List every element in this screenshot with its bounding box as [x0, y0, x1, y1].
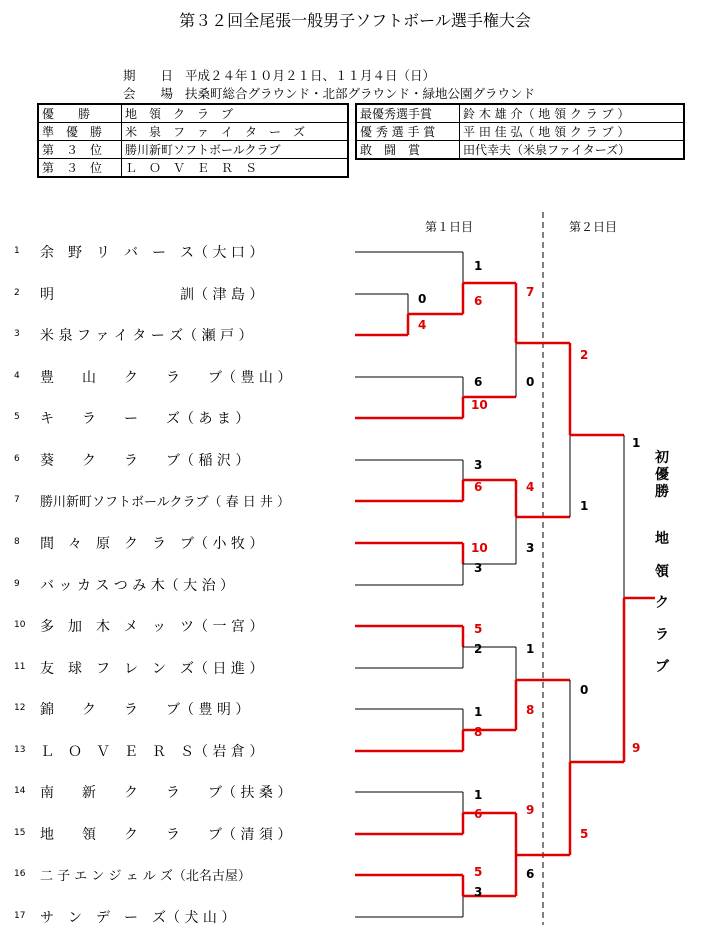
champion-char: ラ — [655, 627, 669, 643]
result-value: 勝川新町ソフトボールクラブ — [122, 141, 349, 159]
score: 1 — [632, 436, 641, 450]
score: 8 — [526, 703, 535, 717]
team-name: 葵 ク ラ ブ（ 稲 沢 ） — [40, 453, 250, 469]
champion-char: 領 — [655, 564, 669, 580]
team-name: 南 新 ク ラ ブ（ 扶 桑 ） — [40, 785, 292, 801]
award-value: 鈴 木 雄 介（ 地 領 ク ラ ブ ） — [460, 104, 685, 123]
seed-number: 3 — [14, 329, 20, 339]
result-value: 米 泉 フ ァ イ タ ー ズ — [122, 123, 349, 141]
seed-number: 1 — [14, 246, 20, 256]
seed-number: 11 — [14, 662, 26, 672]
score: 0 — [526, 375, 535, 389]
score: 10 — [471, 541, 488, 555]
score: 3 — [474, 561, 483, 575]
result-label: 第 ３ 位 — [38, 141, 122, 159]
score: 6 — [474, 480, 483, 494]
score: 5 — [474, 865, 483, 879]
page-title: 第３２回全尾張一般男子ソフトボール選手権大会 — [179, 11, 531, 30]
team-name: バ ッ カ ス つ み 木（ 大 治 ） — [40, 578, 235, 594]
seed-number: 12 — [14, 703, 26, 713]
team-name: 間 々 原 ク ラ ブ（ 小 牧 ） — [40, 536, 264, 552]
score: 2 — [580, 348, 589, 362]
team-name: 地 領 ク ラ ブ（ 清 須 ） — [40, 827, 292, 843]
score: 3 — [474, 885, 483, 899]
score: 6 — [474, 807, 483, 821]
result-value: Ｌ Ｏ Ｖ Ｅ Ｒ Ｓ — [122, 159, 349, 178]
award-value: 田代幸夫（米泉ファイターズ） — [460, 141, 685, 160]
champion-char: 地 — [655, 531, 669, 547]
champion-char: ク — [655, 595, 669, 611]
result-label: 準 優 勝 — [38, 123, 122, 141]
seed-number: 8 — [14, 537, 20, 547]
team-name: 米 泉 フ ァ イ タ ー ズ（ 瀬 戸 ） — [40, 328, 253, 344]
venue-label: 会 場 — [123, 86, 174, 101]
team-name: 余 野 リ バ ー ス（ 大 口 ） — [40, 245, 264, 261]
award-label: 最優秀選手賞 — [356, 104, 460, 123]
score: 3 — [526, 541, 535, 555]
score: 1 — [474, 705, 483, 719]
team-name: 多 加 木 メ ッ ツ（ 一 宮 ） — [40, 619, 264, 635]
score: 1 — [526, 642, 535, 656]
score: 0 — [418, 292, 427, 306]
team-name: サ ン デ ー ズ（ 犬 山 ） — [40, 910, 236, 926]
seed-number: 10 — [14, 620, 26, 630]
score: 4 — [418, 318, 427, 332]
score: 1 — [474, 788, 483, 802]
award-label: 優 秀 選 手 賞 — [356, 123, 460, 141]
score: 9 — [526, 803, 535, 817]
venue-value: 扶桑町総合グラウンド・北部グラウンド・緑地公園グラウンド — [184, 86, 535, 101]
score: 1 — [580, 499, 589, 513]
result-label: 第 ３ 位 — [38, 159, 122, 178]
champion-prefix: 初優勝 — [655, 450, 669, 500]
team-name: 勝川新町ソフトボールクラブ（ 春 日 井 ） — [40, 495, 291, 510]
score: 5 — [474, 622, 483, 636]
seed-number: 13 — [14, 745, 26, 755]
award-value: 平 田 佳 弘（ 地 領 ク ラ ブ ） — [460, 123, 685, 141]
score: 7 — [526, 285, 535, 299]
score: 5 — [580, 827, 589, 841]
team-name: Ｌ Ｏ Ｖ Ｅ Ｒ Ｓ（ 岩 倉 ） — [40, 744, 264, 760]
day1-label: 第１日目 — [425, 220, 474, 234]
score: 0 — [580, 683, 589, 697]
team-name: 友 球 フ レ ン ズ（ 日 進 ） — [40, 661, 264, 677]
champion-char: ブ — [655, 659, 669, 675]
team-name: キ ラ ー ズ（ あ ま ） — [40, 411, 250, 427]
award-label: 敢 闘 賞 — [356, 141, 460, 160]
seed-number: 2 — [14, 288, 20, 298]
score: 2 — [474, 642, 483, 656]
score: 4 — [526, 480, 535, 494]
team-name: 錦 ク ラ ブ（ 豊 明 ） — [40, 702, 250, 718]
day2-label: 第２日目 — [569, 220, 618, 234]
seed-number: 9 — [14, 579, 20, 589]
seed-number: 17 — [14, 911, 26, 921]
seed-number: 4 — [14, 371, 20, 381]
seed-number: 6 — [14, 454, 20, 464]
score: 10 — [471, 398, 488, 412]
date-value: 平成２４年１０月２１日、１１月４日（日） — [184, 68, 435, 83]
team-name: 豊 山 ク ラ ブ（ 豊 山 ） — [40, 370, 292, 386]
team-name: 二 子 エ ン ジ ェ ル ズ（北名古屋） — [40, 869, 251, 884]
score: 6 — [526, 867, 535, 881]
seed-number: 5 — [14, 412, 20, 422]
seed-number: 16 — [14, 869, 26, 879]
result-value: 地 領 ク ラ ブ — [122, 104, 349, 123]
date-label: 期 日 — [123, 68, 174, 83]
seed-number: 15 — [14, 828, 26, 838]
team-name: 明 訓（ 津 島 ） — [40, 287, 264, 303]
score: 9 — [632, 741, 641, 755]
score: 1 — [474, 259, 483, 273]
seed-number: 7 — [14, 495, 20, 505]
score: 8 — [474, 725, 483, 739]
seed-number: 14 — [14, 786, 26, 796]
result-label: 優 勝 — [38, 104, 122, 123]
score: 6 — [474, 375, 483, 389]
score: 3 — [474, 458, 483, 472]
score: 6 — [474, 294, 483, 308]
